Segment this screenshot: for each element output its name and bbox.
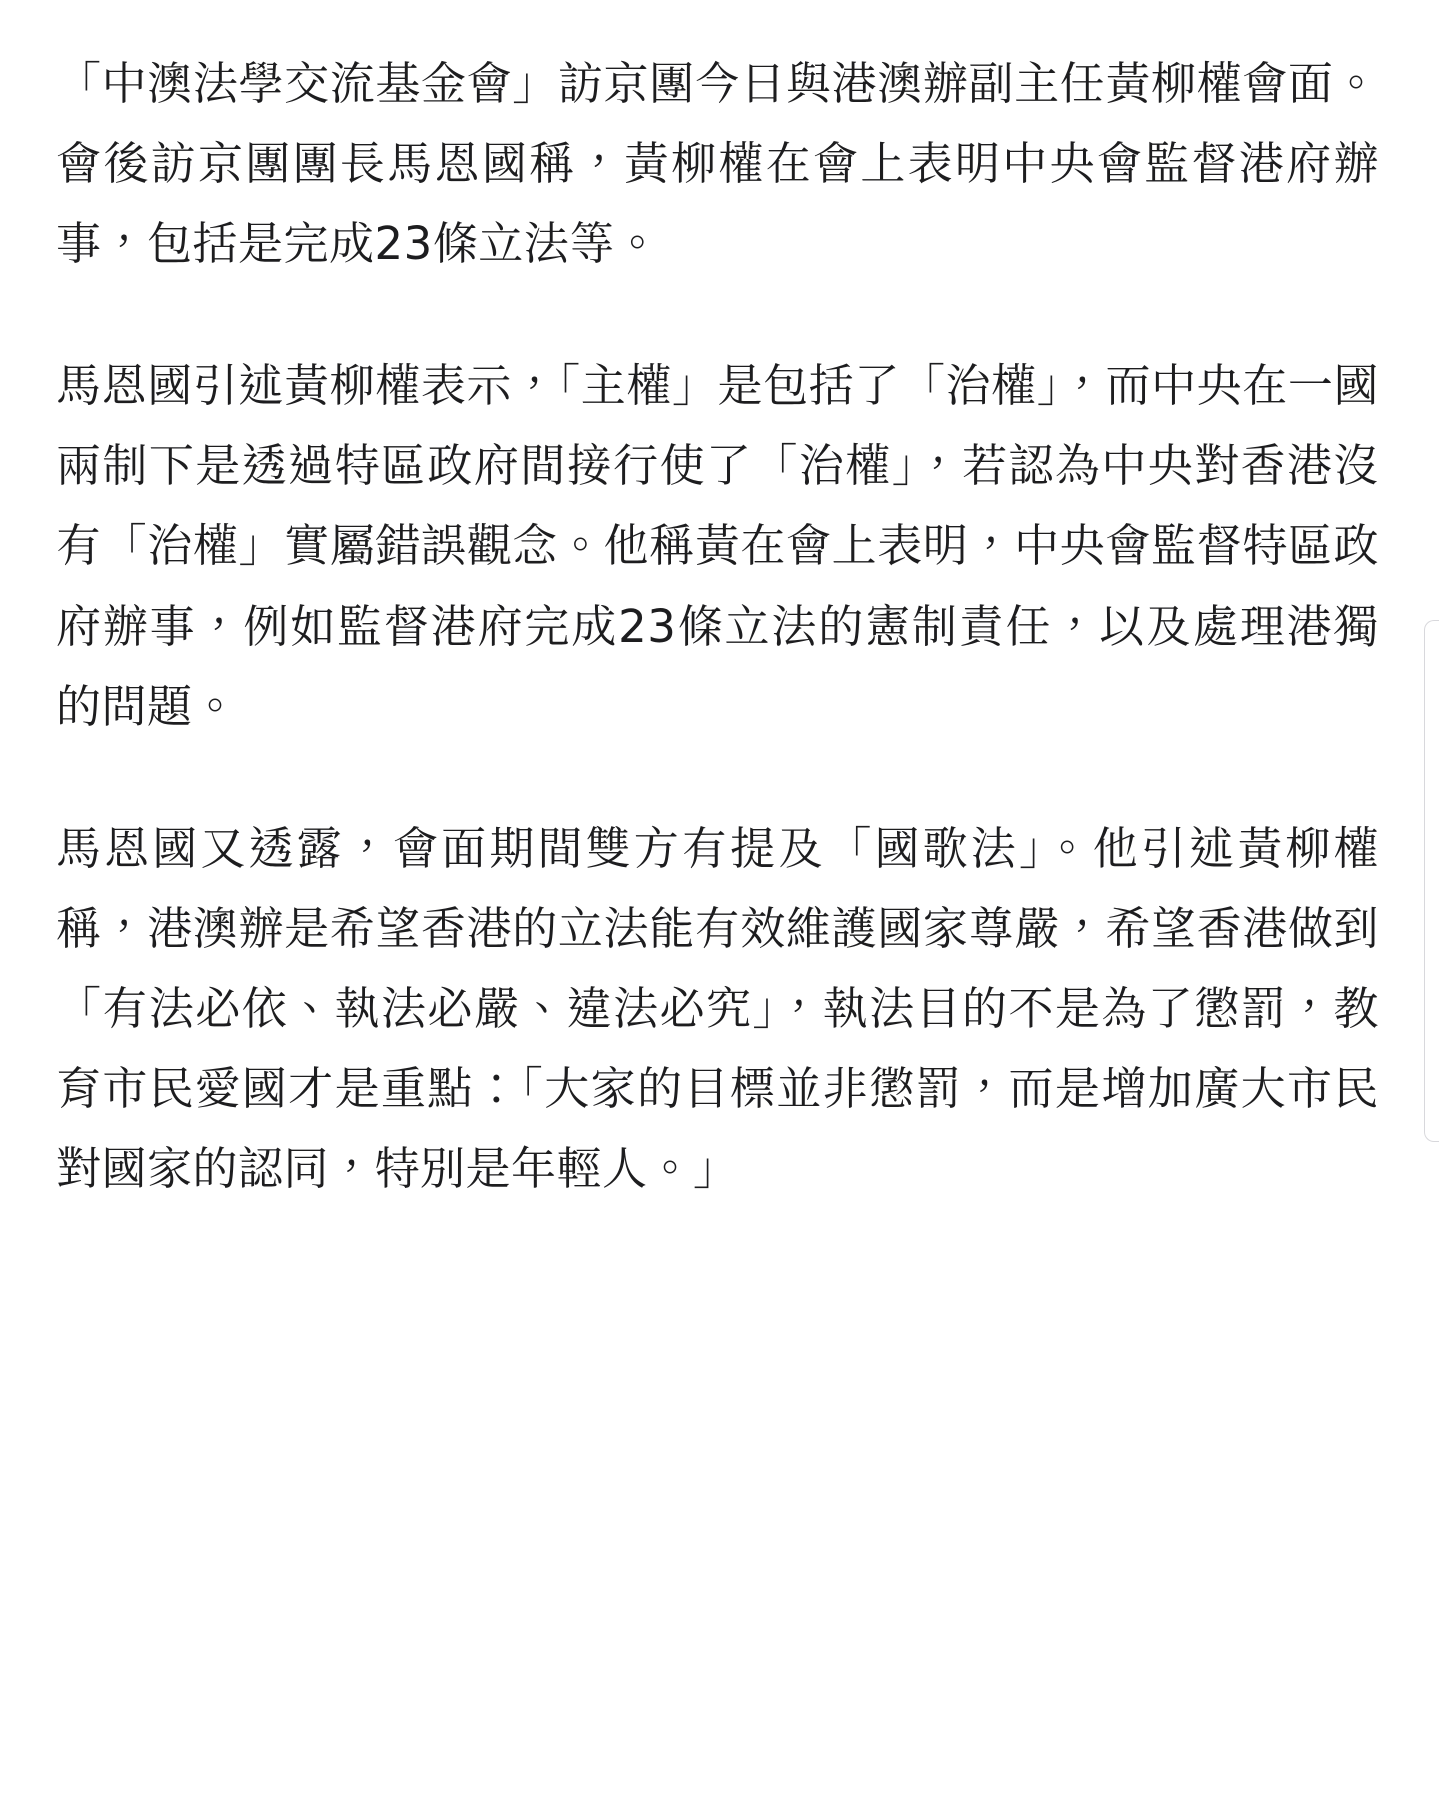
scrollbar[interactable] <box>1424 620 1439 1142</box>
article-paragraph: 馬恩國又透露，會面期間雙方有提及「國歌法」。他引述黃柳權稱，港澳辦是希望香港的立法能有效維護國家尊嚴，希望香港做到「有法必依、執法必嚴、違法必究」，執法目的不是為了懲罰，教育市民愛國才是重點：「大家的目標並非懲罰，而是增加廣大市民對國家的認同，特別是年輕人。」 <box>56 821 1379 1196</box>
article-paragraph: 馬恩國引述黃柳權表示，「主權」是包括了「治權」，而中央在一國兩制下是透過特區政府間接行使了「治權」，若認為中央對香港沒有「治權」實屬錯誤觀念。他稱黃在會上表明，中央會監督特區政府辦事，例如監督港府完成23條立法的憲制責任，以及處理港獨的問題。 <box>56 359 1379 733</box>
article-paragraph: 「中澳法學交流基金會」訪京團今日與港澳辦副主任黃柳權會面。會後訪京團團長馬恩國稱，黃柳權在會上表明中央會監督港府辦事，包括是完成23條立法等。 <box>56 57 1379 271</box>
